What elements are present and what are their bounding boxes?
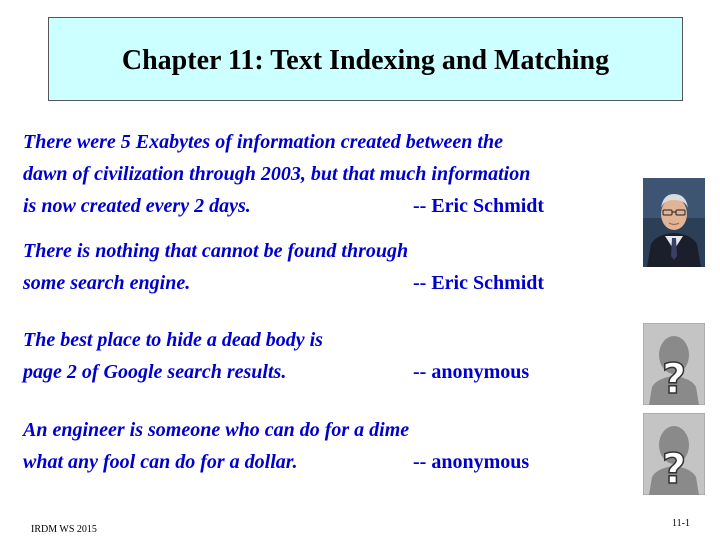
unknown-person-icon bbox=[643, 413, 705, 495]
svg-text:?: ? bbox=[661, 444, 687, 493]
quote-1-line-1: There were 5 Exabytes of information created between the bbox=[23, 131, 503, 153]
svg-text:?: ? bbox=[661, 354, 687, 403]
person-photo-icon bbox=[643, 178, 705, 267]
quote-3-line-1: The best place to hide a dead body is bbox=[23, 329, 323, 351]
quote-2-attribution: -- Eric Schmidt bbox=[413, 272, 545, 294]
title-box bbox=[48, 17, 683, 101]
quote-2-line-2: some search engine. bbox=[23, 272, 191, 294]
page-number: 11-1 bbox=[672, 518, 690, 529]
quote-3 bbox=[23, 324, 530, 388]
quote-4-attribution: -- anonymous bbox=[413, 451, 530, 473]
quote-4 bbox=[23, 414, 530, 478]
quote-3-attribution: -- anonymous bbox=[413, 361, 530, 383]
quote-4-line-1: An engineer is someone who can do for a dime bbox=[23, 419, 410, 441]
slide-title: Chapter 11: Text Indexing and Matching bbox=[121, 45, 610, 76]
unknown-person-icon bbox=[643, 323, 705, 405]
quote-1-line-3: is now created every 2 days. bbox=[23, 195, 251, 217]
quote-1-attribution: -- Eric Schmidt bbox=[413, 195, 545, 217]
quote-1-line-2: dawn of civilization through 2003, but that much information bbox=[23, 163, 531, 185]
footer-course: IRDM WS 2015 bbox=[31, 524, 97, 535]
quote-3-line-2: page 2 of Google search results. bbox=[23, 361, 287, 383]
quote-2 bbox=[23, 235, 545, 299]
quote-1 bbox=[23, 126, 545, 222]
quote-2-line-1: There is nothing that cannot be found through bbox=[23, 240, 409, 262]
quote-4-line-2: what any fool can do for a dollar. bbox=[23, 451, 298, 473]
